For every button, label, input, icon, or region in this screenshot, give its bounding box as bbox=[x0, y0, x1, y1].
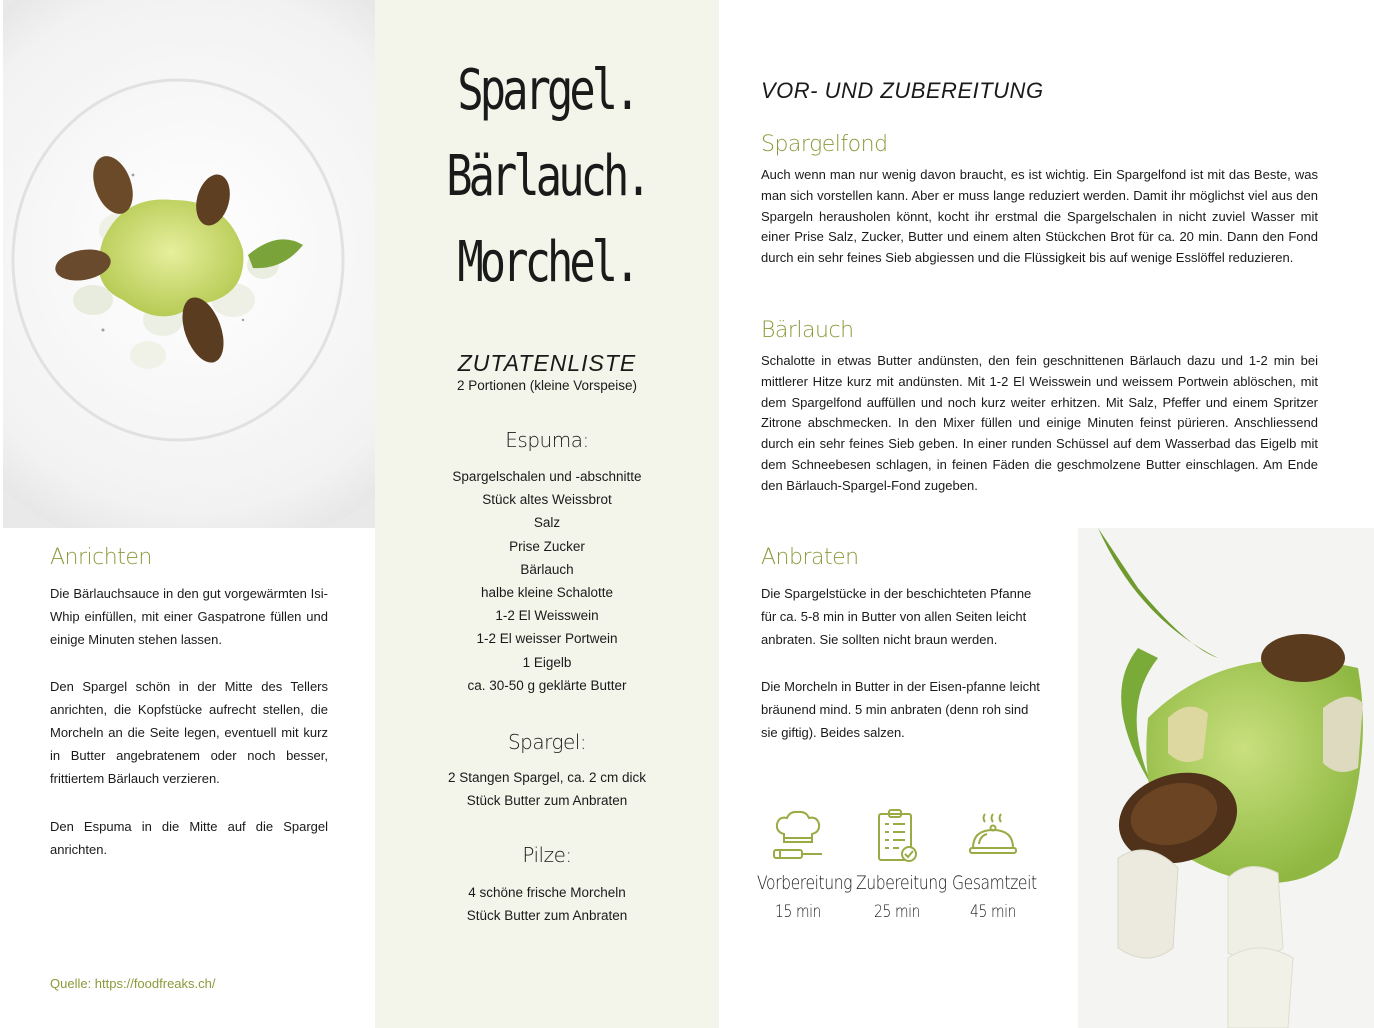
baerlauch-paragraph: Schalotte in etwas Butter andünsten, den fein geschnittenen Bärlauch dazu und 1-2 min bei mittlerer Hitze kurz mit andünsten. Mit 1-2 El Weisswein und weissem Portwein ablöschen, mit dem Spargelfond auffüllen und noch kurz weiter erhitzen. Mit Salz, Pfeffer und einem Spritzer Zitrone abschmecken. In den Mixer füllen und einige Minuten feinst pürieren. Anschliessend durch ein sehr feines Sieb geben. In einer runden Schüssel auf dem Wasserbad das Eigelb mit dem Schneebesen schlagen, in feinen Fäden die geschmolzene Butter einschlagen. Am Ende den Bärlauch-Spargel-Fond zugeben. bbox=[761, 353, 1318, 493]
ingredients-heading: ZUTATENLISTE bbox=[457, 350, 637, 376]
title-line-morchel: Morchel. bbox=[457, 230, 637, 295]
title-line-baerlauch: Bärlauch. bbox=[446, 144, 648, 209]
list-item: Bärlauch bbox=[520, 561, 574, 577]
list-item: Spargelschalen und -abschnitte bbox=[452, 469, 642, 484]
list-item: Stück altes Weissbrot bbox=[482, 492, 612, 508]
list-item: Stück Butter zum Anbraten bbox=[466, 908, 628, 924]
dish-photo-closeup bbox=[1078, 528, 1374, 1028]
pilze-heading: Pilze: bbox=[522, 843, 572, 867]
list-item: Prise Zucker bbox=[509, 538, 585, 554]
list-item: Salz bbox=[533, 515, 561, 531]
time-value: 45 min bbox=[970, 902, 1016, 922]
dish-photo-plate bbox=[3, 0, 375, 528]
list-item: halbe kleine Schalotte bbox=[480, 585, 614, 601]
list-item: ca. 30-50 g geklärte Butter bbox=[467, 677, 627, 693]
anbraten-paragraph-2: Die Morcheln in Butter in der Eisen-pfanne leicht bräunend mind. 5 min anbraten (denn roh sind sie giftig). Beides salzen. bbox=[761, 679, 1040, 740]
list-item: 1 Eigelb bbox=[522, 654, 572, 670]
anrichten-paragraph-1: Die Bärlauchsauce in den gut vorgewärmten Isi-Whip einfüllen, mit einer Gaspatrone füllen und einige Minuten stehen lassen. bbox=[50, 586, 328, 647]
spargel-ingredient-list bbox=[375, 766, 719, 812]
section-title-baerlauch: Bärlauch bbox=[761, 318, 854, 343]
middle-panel bbox=[375, 0, 719, 1028]
list-item: 1-2 El Weisswein bbox=[495, 608, 599, 624]
espuma-heading: Espuma: bbox=[505, 428, 589, 452]
time-zubereitung bbox=[847, 808, 947, 922]
pilze-ingredient-list bbox=[375, 881, 719, 927]
time-value: 25 min bbox=[874, 902, 920, 922]
list-item: 2 Stangen Spargel, ca. 2 cm dick bbox=[447, 770, 647, 785]
source-link[interactable]: Quelle: https://foodfreaks.ch/ bbox=[50, 976, 216, 991]
right-panel bbox=[719, 0, 1374, 1028]
left-panel bbox=[0, 0, 375, 1028]
time-vorbereitung bbox=[748, 808, 853, 922]
spargelfond-paragraph: Auch wenn man nur wenig davon braucht, es ist wichtig. Ein Spargelfond ist mit das Beste, was man sich vorstellen kann. Aber er muss lange reduziert werden. Damit ihr möglichst viel aus den Spargeln herausholen könnt, kocht ihr erstmal die Spargelschalen in nicht zuviel Wasser mit einer Prise Salz, Zucker, Butter und einem alten Stückchen Brot für ca. 20 min. Dann den Fond durch ein sehr feines Sieb abgiessen und die Flüssigkeit bis auf wenige Esslöffel reduzieren. bbox=[761, 167, 1318, 266]
time-label: Zubereitung bbox=[856, 872, 947, 894]
anrichten-paragraph-2: Den Spargel schön in der Mitte des Tellers anrichten, die Kopfstücke aufrecht stellen, die Morcheln an die Seite legen, eventuell mit kurz in Butter angebratenem oder noch besser, frittiertem Bärlauch verzieren. bbox=[50, 679, 328, 786]
section-title-anbraten: Anbraten bbox=[761, 545, 859, 570]
anrichten-paragraph-3: Den Espuma in die Mitte auf die Spargel anrichten. bbox=[50, 819, 328, 857]
anbraten-paragraph-1: Die Spargelstücke in der beschichteten Pfanne für ca. 5-8 min in Butter von allen Seiten leicht anbraten. Sie sollten nicht braun werden. bbox=[761, 586, 1032, 647]
time-label: Gesamtzeit bbox=[952, 872, 1037, 894]
recipe-title bbox=[375, 48, 719, 306]
section-title-anrichten: Anrichten bbox=[50, 545, 152, 570]
list-item: 4 schöne frische Morcheln bbox=[468, 885, 626, 900]
time-value: 15 min bbox=[775, 902, 821, 922]
time-gesamtzeit bbox=[943, 808, 1043, 922]
serving-cloche-icon bbox=[965, 808, 1021, 866]
preparation-heading: VOR- UND ZUBEREITUNG bbox=[761, 78, 1044, 103]
time-label: Vorbereitung bbox=[757, 872, 853, 894]
portions-text: 2 Portionen (kleine Vorspeise) bbox=[456, 378, 638, 393]
list-item: 1-2 El weisser Portwein bbox=[476, 631, 618, 647]
espuma-ingredient-list bbox=[375, 465, 719, 697]
title-line-spargel: Spargel. bbox=[457, 58, 637, 123]
spargel-heading: Spargel: bbox=[507, 730, 587, 754]
list-item: Stück Butter zum Anbraten bbox=[466, 793, 628, 809]
section-title-spargelfond: Spargelfond bbox=[761, 132, 888, 157]
clipboard-checklist-icon bbox=[869, 808, 925, 866]
chef-hat-icon bbox=[770, 808, 826, 866]
